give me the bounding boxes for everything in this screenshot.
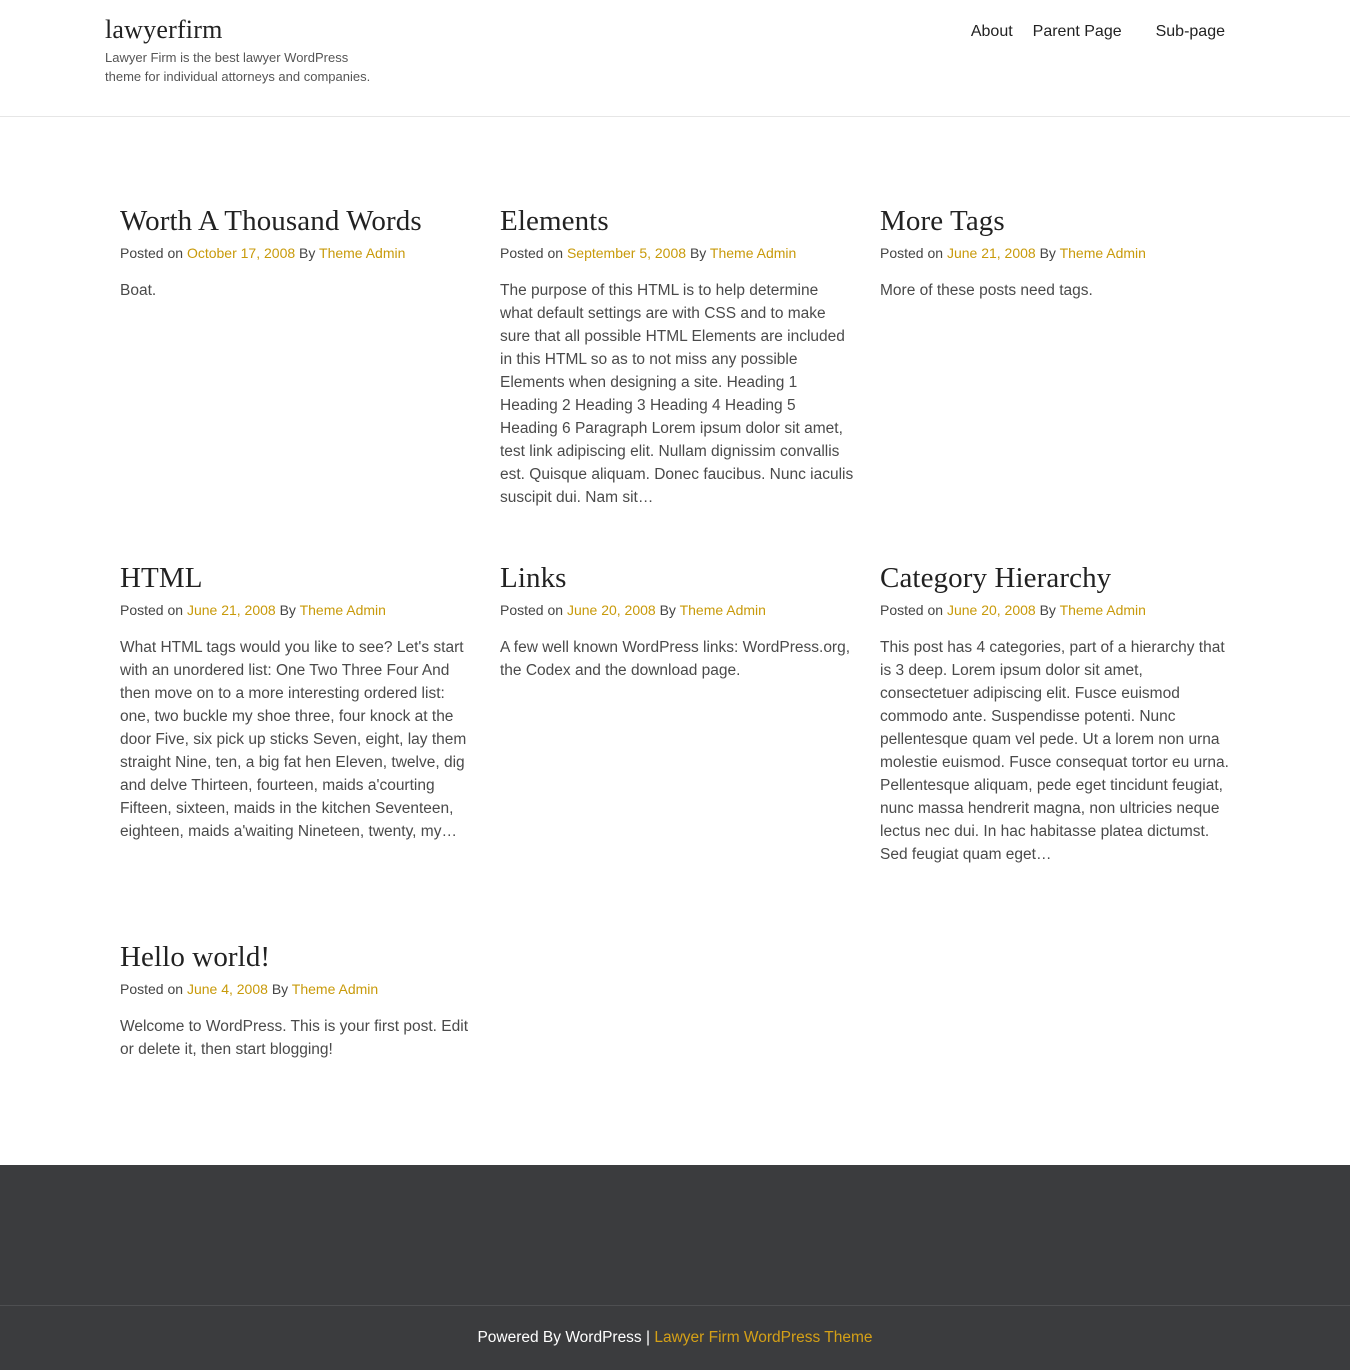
post-excerpt: Welcome to WordPress. This is your first post. Edit or delete it, then start blogging! [120,1018,469,1058]
by-label: By [659,602,676,618]
post-excerpt: Boat. [120,282,157,299]
footer-widget-area [0,1165,1350,1306]
post-card [120,560,475,843]
posted-on-label: Posted on [880,602,944,618]
post-excerpt: More of these posts need tags. [880,282,1093,299]
site-footer [0,1306,1350,1370]
powered-by-text: Powered By WordPress | [477,1329,651,1346]
post-author-link[interactable]: Theme Admin [679,602,766,618]
post-date-link[interactable]: October 17, 2008 [186,245,296,261]
post-author-link[interactable]: Theme Admin [709,245,797,261]
post-excerpt: This post has 4 categories, part of a hierarchy that is 3 deep. Lorem ipsum dolor sit amet, consectetuer adipiscing elit. Fusce euismod commodo ante. Suspendisse potenti. Nunc pellentesque quam vel pede. Ut a lorem non urna molestie euismod. Fusce consequat tortor eu urna. Pellentesque aliquam, pede eget tincidunt feugiat, nunc massa hendrerit magna, non ultricies neque lectus nec dui. In hac habitasse platea dictumst. Sed feugiat quam eget… [880,639,1229,863]
post-author-link[interactable]: Theme Admin [1059,245,1146,261]
post-date-link[interactable]: June 21, 2008 [186,602,276,618]
posted-on-label: Posted on [120,602,184,618]
post-meta [120,600,475,620]
posted-on-label: Posted on [880,245,944,261]
post-meta [500,243,855,263]
post-card [500,560,855,682]
by-label: By [689,245,707,261]
by-label: By [1039,245,1056,261]
site-description: Lawyer Firm is the best lawyer WordPress theme for individual attorneys and companies. [105,50,371,84]
post-author-link[interactable]: Theme Admin [299,602,386,618]
posted-on-label: Posted on [500,602,564,618]
site-title-link[interactable]: lawyerfirm [105,15,223,44]
post-meta [500,600,855,620]
by-label: By [1039,602,1056,618]
footer-credits [0,1306,1350,1370]
post-title[interactable]: Category Hierarchy [880,562,1112,594]
post-card [880,560,1235,866]
post-title[interactable]: Elements [500,205,609,237]
post-card [500,203,855,509]
post-meta [880,243,1235,263]
post-card [880,203,1235,302]
by-label: By [279,602,296,618]
post-title[interactable]: Links [500,562,567,594]
main-navigation [971,21,1225,43]
by-label: By [299,245,316,261]
post-date-link[interactable]: September 5, 2008 [566,245,687,261]
post-title[interactable]: More Tags [880,205,1005,237]
post-card [120,203,475,302]
post-date-link[interactable]: June 20, 2008 [566,602,656,618]
post-excerpt: A few well known WordPress links: WordPress.org, the Codex and the download page. [500,639,851,679]
site-branding [105,14,375,86]
post-author-link[interactable]: Theme Admin [291,981,379,997]
post-title[interactable]: Hello world! [120,941,271,973]
nav-item-parent-page[interactable]: Parent Page [1032,23,1122,40]
theme-credit-link[interactable]: Lawyer Firm WordPress Theme [654,1329,873,1346]
posted-on-label: Posted on [500,245,564,261]
post-meta [120,979,475,999]
post-date-link[interactable]: June 4, 2008 [186,981,268,997]
by-label: By [271,981,289,997]
nav-item-about[interactable]: About [970,23,1013,40]
site-header [0,0,1350,117]
post-title[interactable]: HTML [120,562,203,594]
post-date-link[interactable]: June 20, 2008 [946,602,1036,618]
posted-on-label: Posted on [120,245,184,261]
post-author-link[interactable]: Theme Admin [1059,602,1146,618]
post-meta [880,600,1235,620]
post-date-link[interactable]: June 21, 2008 [946,245,1036,261]
nav-item-sub-page[interactable]: Sub-page [1155,23,1225,40]
posted-on-label: Posted on [120,981,184,997]
post-meta [120,243,475,263]
post-title[interactable]: Worth A Thousand Words [120,205,422,237]
post-card [120,939,475,1061]
post-excerpt: What HTML tags would you like to see? Let's start with an unordered list: One Two Three Four And then move on to a more interesting ordered list: one, two buckle my shoe three, four knock at the door Five, six pick up sticks Seven, eight, lay them straight Nine, ten, a big fat hen Eleven, twelve, dig and delve Thirteen, fourteen, maids a'courting Fifteen, sixteen, maids in the kitchen Seventeen, eighteen, maids a'waiting Nineteen, twenty, my… [120,639,467,840]
post-excerpt: The purpose of this HTML is to help determine what default settings are with CSS and to make sure that all possible HTML Elements are included in this HTML so as to not miss any possible Elements when designing a site. Heading 1 Heading 2 Heading 3 Heading 4 Heading 5 Heading 6 Paragraph Lorem ipsum dolor sit amet, test link adipiscing elit. Nullam dignissim convallis est. Quisque aliquam. Donec faucibus. Nunc iaculis suscipit dui. Nam sit… [500,282,854,506]
post-author-link[interactable]: Theme Admin [319,245,406,261]
